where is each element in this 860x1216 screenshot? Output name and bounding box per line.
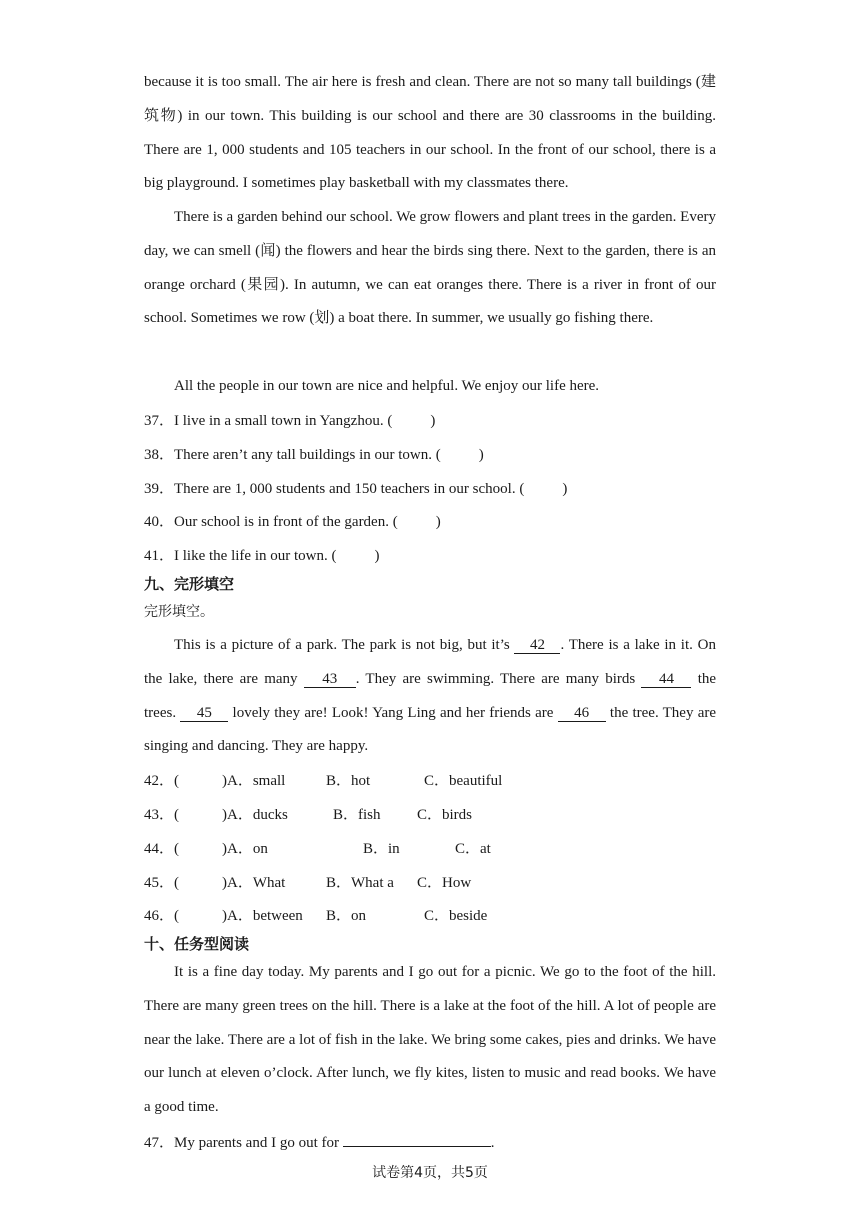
option-b[interactable]: B．in [363, 841, 400, 857]
question-47: 47．My parents and I go out for . [144, 1132, 494, 1153]
question-number: 44．( [144, 841, 179, 857]
reading-paragraph-3: All the people in our town are nice and helpful. We enjoy our life here. [174, 378, 600, 394]
question-text: There aren’t any tall buildings in our town. ( [174, 447, 441, 463]
option-c[interactable]: C．beside [424, 908, 488, 924]
question-text: I live in a small town in Yangzhou. ( [174, 413, 393, 429]
mc-question-42: 42．( ) A．small B．hot C．beautiful [144, 773, 503, 789]
question-38: 38．There aren’t any tall buildings in our town. ( ) [144, 447, 484, 463]
mc-question-44: 44．( ) A．on B．in C．at [144, 841, 491, 857]
cloze-blank-45[interactable]: 45 [180, 705, 228, 722]
option-a[interactable]: A．small [227, 773, 286, 789]
question-text: My parents and I go out for [174, 1135, 339, 1151]
question-number: 41． [144, 548, 175, 564]
option-c[interactable]: C．birds [417, 807, 473, 823]
task-reading-passage: It is a fine day today. My parents and I go out for a picnic. We go to the foot of the hill. There are many green trees on the hill. There is a lake at the foot of the hill. A lot of people are near the lake. There are a lot of fish in the lake. We bring some cakes, pies and drinks. We have our lunch at eleven o’clock. After lunch, we fly kites, listen to music and read books. We have a good time. [144, 964, 716, 1116]
question-number: 43．( [144, 807, 179, 823]
page-footer: 试卷第4页，共5页 [372, 1165, 488, 1181]
cloze-passage: This is a picture of a park. The park is not big, but it’s 42 . There is a lake in it. On the lake, there are many 43 . They are swimming. There are many birds 44 the trees. 45 lovely they are! Look! Yang Ling and her friends are 46 the tree. They are singing and dancing. They are happy. [144, 637, 717, 755]
cloze-blank-44[interactable]: 44 [641, 671, 691, 688]
question-40: 40．Our school is in front of the garden. ( ) [144, 514, 441, 530]
option-a[interactable]: A．What [227, 875, 286, 891]
question-39: 39．There are 1, 000 students and 150 teachers in our school. ( ) [144, 481, 568, 497]
option-a[interactable]: A．between [227, 908, 303, 924]
question-number: 40． [144, 514, 175, 530]
mc-question-46: 46．( ) A．between B．on C．beside [144, 908, 488, 924]
answer-line[interactable] [343, 1132, 491, 1147]
option-c[interactable]: C．How [417, 875, 472, 891]
reading-paragraph-1: because it is too small. The air here is fresh and clean. There are not so many tall buildings (建筑物) in our town. This building is our school and there are 30 classrooms in the building. There are 1, 000 students and 105 teachers in our school. In the front of our school, there is a big playground. I sometimes play basketball with my classmates there. [144, 74, 716, 192]
option-b[interactable]: B．fish [333, 807, 381, 823]
option-c[interactable]: C．beautiful [424, 773, 503, 789]
option-a[interactable]: A．on [227, 841, 268, 857]
reading-paragraph-2: There is a garden behind our school. We grow flowers and plant trees in the garden. Every day, we can smell (闻) the flowers and hear the birds sing there. Next to the garden, there is an orange orchard (果园). In autumn, we can eat oranges there. There is a river in front of our school. Sometimes we row (划) a boat there. In summer, we usually go fishing there. [144, 209, 716, 327]
option-b[interactable]: B．hot [326, 773, 371, 789]
section-9-instruction: 完形填空。 [144, 604, 214, 620]
option-c[interactable]: C．at [455, 841, 491, 857]
mc-question-45: 45．( ) A．What B．What a C．How [144, 875, 472, 891]
cloze-blank-42[interactable]: 42 [514, 637, 560, 654]
mc-question-43: 43．( ) A．ducks B．fish C．birds [144, 807, 473, 823]
question-text: I like the life in our town. ( [174, 548, 337, 564]
question-number: 38． [144, 447, 175, 463]
question-41: 41．I like the life in our town. ( ) [144, 548, 380, 564]
section-10-title: 十、任务型阅读 [144, 935, 250, 953]
question-text: Our school is in front of the garden. ( [174, 514, 398, 530]
question-number: 47． [144, 1135, 175, 1151]
question-text: There are 1, 000 students and 150 teachers in our school. ( [174, 481, 525, 497]
cloze-blank-43[interactable]: 43 [304, 671, 356, 688]
question-number: 39． [144, 481, 175, 497]
question-37: 37．I live in a small town in Yangzhou. ( ) [144, 413, 436, 429]
section-9-title: 九、完形填空 [144, 575, 235, 593]
option-b[interactable]: B．What a [326, 875, 394, 891]
option-a[interactable]: A．ducks [227, 807, 288, 823]
option-b[interactable]: B．on [326, 908, 367, 924]
question-number: 37． [144, 413, 175, 429]
question-number: 42．( [144, 773, 179, 789]
question-number: 45．( [144, 875, 179, 891]
cloze-blank-46[interactable]: 46 [558, 705, 606, 722]
question-number: 46．( [144, 908, 179, 924]
